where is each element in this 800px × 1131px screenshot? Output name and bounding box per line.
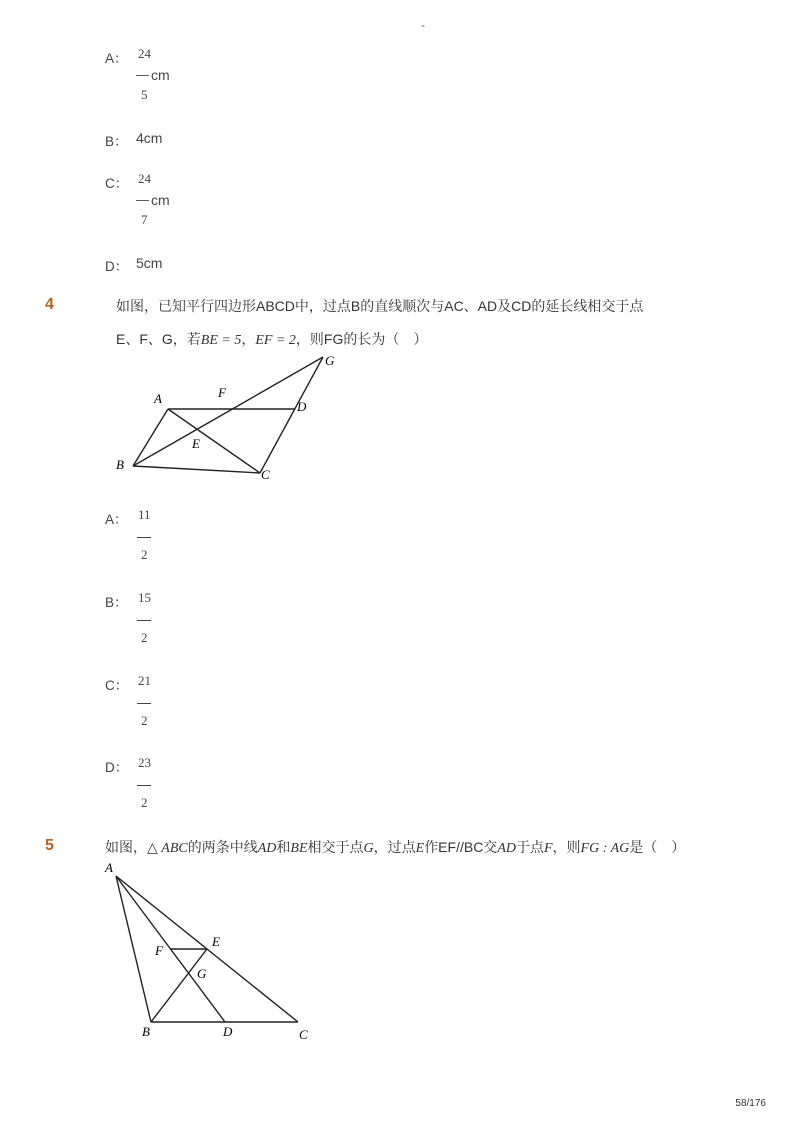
option-label: C： bbox=[105, 176, 129, 191]
fraction-numerator: 21 bbox=[138, 673, 151, 688]
fraction-denominator: 2 bbox=[141, 713, 148, 728]
fraction-denominator: 5 bbox=[141, 87, 148, 102]
question-number: 4 bbox=[45, 296, 54, 313]
fraction-bar: — bbox=[136, 67, 149, 82]
label-b: B bbox=[142, 1024, 150, 1039]
text-segment: E、F、G，若 bbox=[116, 331, 201, 347]
math-f: F bbox=[543, 841, 553, 856]
label-f: F bbox=[155, 943, 163, 958]
segment-bc bbox=[133, 466, 260, 473]
option-label: A： bbox=[105, 512, 128, 527]
question-number: 5 bbox=[45, 837, 54, 854]
math-triangle-abc: △ ABC bbox=[147, 841, 188, 856]
text-segment: ， bbox=[241, 331, 256, 347]
label-g: G bbox=[197, 966, 207, 981]
unit: cm bbox=[151, 67, 170, 83]
question-text-line2 bbox=[116, 329, 427, 349]
text-segment: 和 bbox=[276, 839, 291, 855]
option-label: C： bbox=[105, 678, 129, 693]
text-segment: 是（ ） bbox=[629, 839, 686, 855]
fraction-numerator: 24 bbox=[138, 46, 151, 61]
math-ratio: FG : AG bbox=[580, 841, 630, 856]
fraction-denominator: 2 bbox=[141, 795, 148, 810]
label-e: E bbox=[212, 934, 220, 949]
fraction-numerator: 11 bbox=[138, 507, 151, 522]
fraction-numerator: 24 bbox=[138, 171, 151, 186]
text-segment: 作EF//BC交 bbox=[424, 839, 498, 855]
math-ef: EF = 2 bbox=[255, 333, 296, 348]
label-d: D bbox=[223, 1024, 233, 1039]
fraction-bar: — bbox=[136, 192, 149, 207]
fraction-bar bbox=[137, 620, 151, 621]
label-c: C bbox=[299, 1027, 308, 1042]
math-g: G bbox=[363, 841, 374, 856]
option-label: A： bbox=[105, 51, 128, 66]
text-segment: 的两条中线 bbox=[187, 839, 258, 855]
text-segment: ，过点 bbox=[373, 839, 416, 855]
option-label: D： bbox=[105, 259, 129, 274]
fraction-denominator: 2 bbox=[141, 547, 148, 562]
option-text: 5cm bbox=[136, 255, 163, 271]
label-a: A bbox=[105, 860, 113, 875]
option-text: 4cm bbox=[136, 130, 163, 146]
question-text-line1: 如图，已知平行四边形ABCD中，过点B的直线顺次与AC、AD及CD的延长线相交于点 bbox=[116, 298, 644, 314]
option-label: B： bbox=[105, 134, 128, 149]
option-label: D： bbox=[105, 760, 129, 775]
page-number: 58/176 bbox=[735, 1098, 766, 1109]
header-mark: - bbox=[421, 18, 425, 32]
label-g: G bbox=[325, 353, 335, 368]
math-e: E bbox=[415, 841, 425, 856]
math-be: BE bbox=[290, 841, 308, 856]
fraction-bar bbox=[137, 785, 151, 786]
math-ad: AD bbox=[257, 841, 277, 856]
label-c: C bbox=[261, 467, 270, 482]
label-e: E bbox=[192, 436, 200, 451]
segment-ab bbox=[116, 876, 151, 1022]
segment-ac bbox=[168, 409, 260, 473]
question-text bbox=[105, 837, 685, 857]
fraction-bar bbox=[137, 537, 151, 538]
label-b: B bbox=[116, 457, 124, 472]
fraction-numerator: 23 bbox=[138, 755, 151, 770]
text-segment: ，则FG的长为（ ） bbox=[295, 331, 428, 347]
label-d: D bbox=[297, 399, 307, 414]
parallelogram-figure bbox=[110, 348, 350, 488]
fraction-numerator: 15 bbox=[138, 590, 151, 605]
text-segment: ，则 bbox=[552, 839, 581, 855]
fraction-denominator: 2 bbox=[141, 630, 148, 645]
label-f: F bbox=[218, 385, 226, 400]
fraction-denominator: 7 bbox=[141, 212, 148, 227]
fraction-bar bbox=[137, 703, 151, 704]
segment-bg bbox=[133, 357, 323, 466]
triangle-figure bbox=[95, 858, 325, 1048]
text-segment: 相交于点 bbox=[307, 839, 364, 855]
math-be: BE = 5 bbox=[200, 333, 242, 348]
segment-ab bbox=[133, 409, 168, 466]
text-segment: 于点 bbox=[515, 839, 544, 855]
text-segment: 如图， bbox=[105, 839, 147, 855]
label-a: A bbox=[154, 391, 162, 406]
math-ad: AD bbox=[497, 841, 516, 856]
option-label: B： bbox=[105, 595, 128, 610]
unit: cm bbox=[151, 192, 170, 208]
